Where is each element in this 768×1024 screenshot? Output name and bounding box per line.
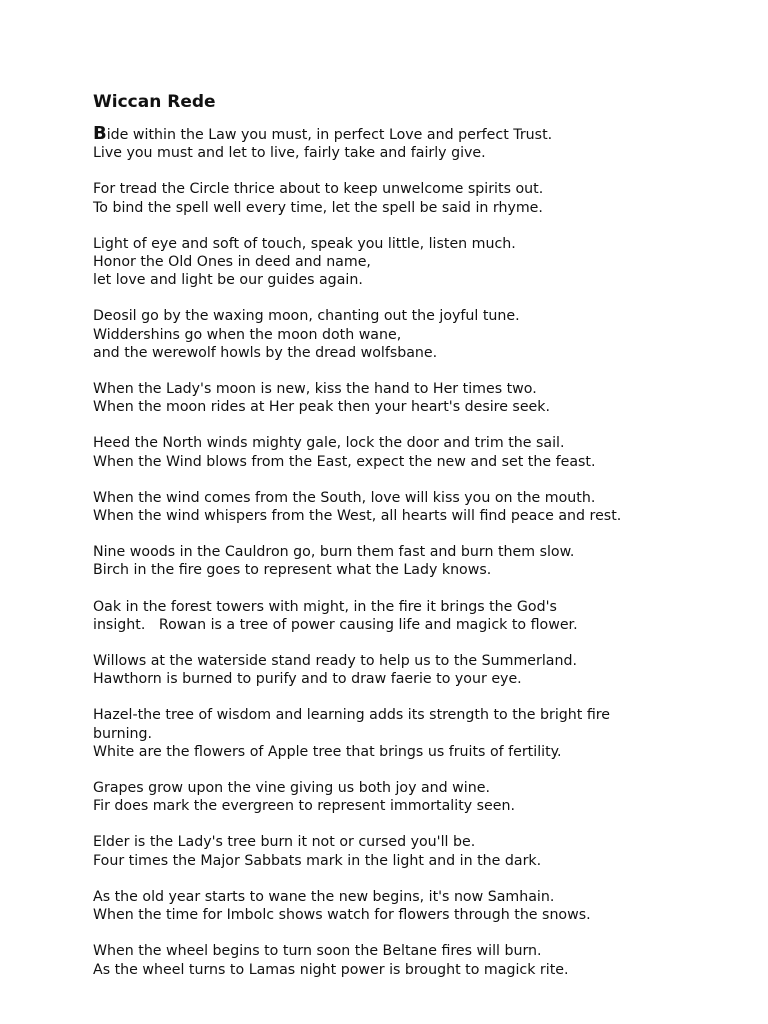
poem-line: Hawthorn is burned to purify and to draw faerie to your eye. xyxy=(93,671,522,688)
stanza xyxy=(93,888,753,924)
poem-line: Birch in the fire goes to represent what the Lady knows. xyxy=(93,562,492,579)
document-title: Wiccan Rede xyxy=(93,92,216,112)
poem-line: Widdershins go when the moon doth wane, xyxy=(93,326,402,343)
poem-line: Hazel-the tree of wisdom and learning adds its strength to the bright fire xyxy=(93,707,611,724)
poem-line: and the werewolf howls by the dread wolfsbane. xyxy=(93,344,438,361)
poem-line: When the Lady's moon is new, kiss the hand to Her times two. xyxy=(93,381,537,398)
stanza xyxy=(93,942,753,978)
poem-line: To bind the spell well every time, let the spell be said in rhyme. xyxy=(93,199,543,216)
poem-line: As the old year starts to wane the new begins, it's now Samhain. xyxy=(93,888,555,905)
stanza xyxy=(93,434,753,470)
poem-line: Nine woods in the Cauldron go, burn them fast and burn them slow. xyxy=(93,544,575,561)
poem-line: let love and light be our guides again. xyxy=(93,272,363,289)
poem-line: When the wind comes from the South, love will kiss you on the mouth. xyxy=(93,489,596,506)
stanza xyxy=(93,125,753,162)
poem-line: When the Wind blows from the East, expect the new and set the feast. xyxy=(93,453,596,470)
stanza xyxy=(93,833,753,869)
poem-line: Deosil go by the waxing moon, chanting out the joyful tune. xyxy=(93,308,520,325)
poem-line: Grapes grow upon the vine giving us both joy and wine. xyxy=(93,780,490,797)
stanza xyxy=(93,706,753,761)
poem-line: Oak in the forest towers with might, in the fire it brings the God's xyxy=(93,598,557,615)
stanza xyxy=(93,543,753,579)
poem-line-text: ide within the Law you must, in perfect Love and perfect Trust. xyxy=(106,127,553,143)
stanza xyxy=(93,489,753,525)
stanza xyxy=(93,652,753,688)
poem-line: Honor the Old Ones in deed and name, xyxy=(93,254,371,271)
stanza xyxy=(93,180,753,216)
stanza xyxy=(93,598,753,634)
poem-line: When the time for Imbolc shows watch for flowers through the snows. xyxy=(93,907,591,924)
poem-line: Fir does mark the evergreen to represent immortality seen. xyxy=(93,798,516,815)
poem-line: Live you must and let to live, fairly take and fairly give. xyxy=(93,145,486,162)
poem-line: Four times the Major Sabbats mark in the light and in the dark. xyxy=(93,852,542,869)
poem-line: Willows at the waterside stand ready to help us to the Summerland. xyxy=(93,653,578,670)
poem-line: When the moon rides at Her peak then your heart's desire seek. xyxy=(93,399,551,416)
stanza xyxy=(93,380,753,416)
poem-line: insight. Rowan is a tree of power causing life and magick to flower. xyxy=(93,616,578,633)
poem-line: When the wind whispers from the West, all hearts will find peace and rest. xyxy=(93,508,622,525)
drop-cap: B xyxy=(93,123,107,144)
poem-line: As the wheel turns to Lamas night power is brought to magick rite. xyxy=(93,961,569,978)
poem-line: Heed the North winds mighty gale, lock the door and trim the sail. xyxy=(93,435,565,452)
poem-line xyxy=(93,125,753,144)
stanza xyxy=(93,235,753,290)
document-page xyxy=(93,91,753,997)
poem-line: Elder is the Lady's tree burn it not or cursed you'll be. xyxy=(93,834,476,851)
poem-line: For tread the Circle thrice about to keep unwelcome spirits out. xyxy=(93,181,544,198)
poem-line: White are the flowers of Apple tree that brings us fruits of fertility. xyxy=(93,743,562,760)
stanza xyxy=(93,307,753,362)
poem-line: Light of eye and soft of touch, speak you little, listen much. xyxy=(93,235,516,252)
poem-line: burning. xyxy=(93,725,153,742)
stanza xyxy=(93,779,753,815)
poem-line: When the wheel begins to turn soon the Beltane fires will burn. xyxy=(93,943,542,960)
poem-body xyxy=(93,180,753,978)
